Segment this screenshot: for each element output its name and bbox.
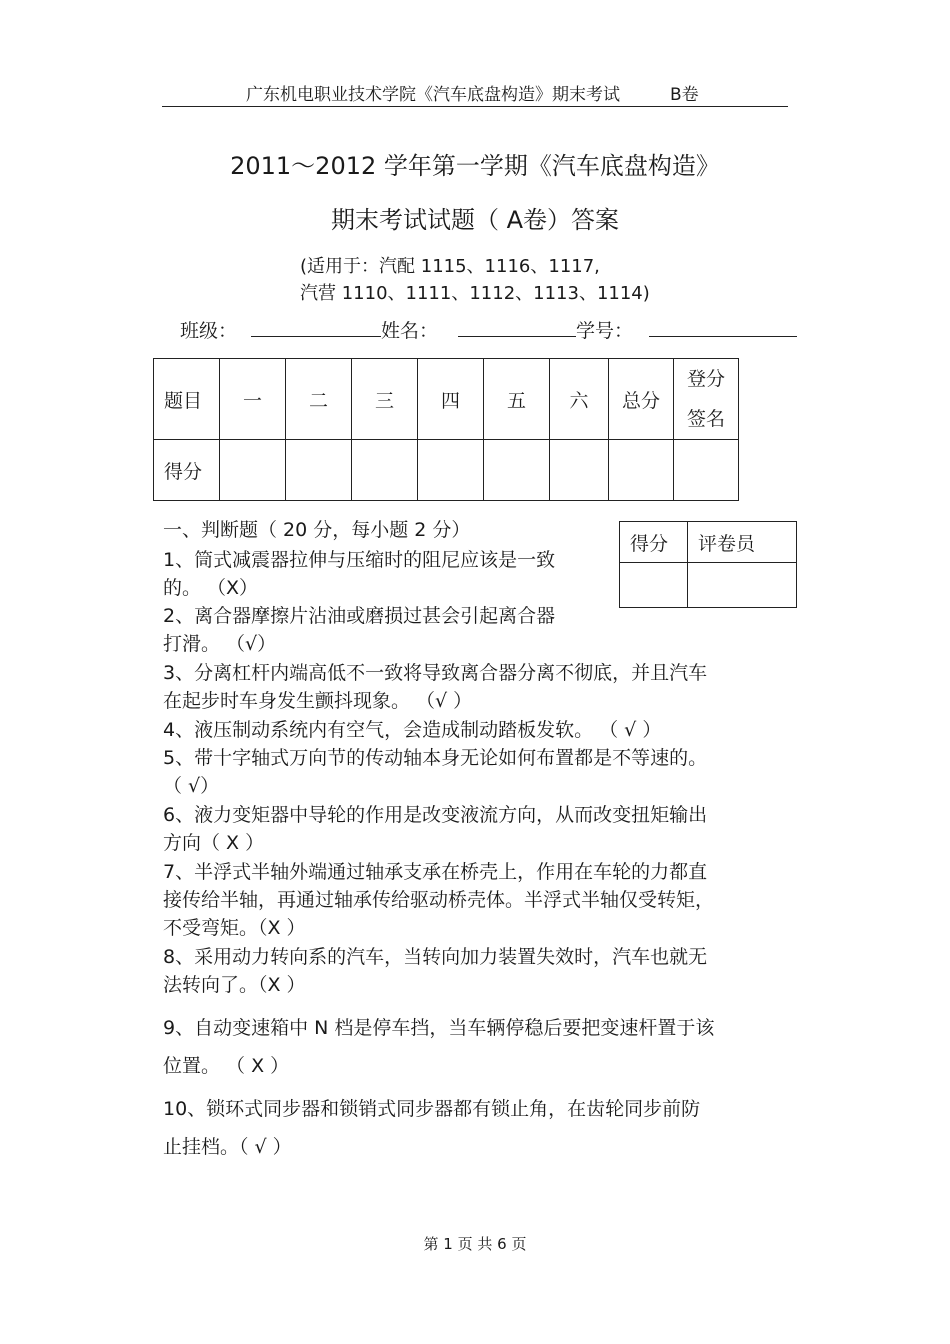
score-header-5: 五	[484, 359, 550, 440]
question-10	[163, 1090, 700, 1166]
scope-line-1: (适用于：汽配 1115、1116、1117,	[300, 256, 600, 277]
score-cell[interactable]	[352, 440, 418, 501]
question-5	[163, 744, 707, 800]
student-id-label: 学号：	[576, 320, 634, 342]
student-id-blank[interactable]	[649, 318, 797, 337]
score-cell[interactable]	[286, 440, 352, 501]
signature-header-line-1: 登分	[686, 368, 725, 390]
score-header-3: 三	[352, 359, 418, 440]
class-blank[interactable]	[251, 318, 381, 337]
score-header-signature	[674, 359, 739, 440]
question-line: 位置。 （ X ）	[163, 1055, 290, 1077]
question-line: 接传给半轴，再通过轴承传给驱动桥壳体。半浮式半轴仅受转矩，	[163, 889, 715, 911]
header-title: 广东机电职业技术学院《汽车底盘构造》期末考试	[246, 85, 620, 105]
question-line: 打滑。 （√）	[163, 633, 277, 655]
question-line: 7、半浮式半轴外端通过轴承支承在桥壳上，作用在车轮的力都直	[163, 861, 708, 883]
page-subtitle: 期末考试试题（ A卷）答案	[330, 206, 620, 234]
question-7	[163, 858, 714, 942]
score-header-6: 六	[550, 359, 609, 440]
score-header-2: 二	[286, 359, 352, 440]
section-title: 一、判断题（ 20 分，每小题 2 分）	[163, 519, 471, 541]
score-cell[interactable]	[484, 440, 550, 501]
question-line: 9、自动变速箱中 N 档是停车挡，当车辆停稳后要把变速杆置于该	[163, 1017, 715, 1039]
name-label: 姓名：	[381, 320, 439, 342]
question-4	[163, 716, 661, 744]
question-line: 在起步时车身发生颤抖现象。 （√ ）	[163, 690, 473, 712]
score-header-4: 四	[418, 359, 484, 440]
header-version: B卷	[670, 85, 699, 105]
score-header-topic: 题目	[154, 359, 220, 440]
question-line: 6、液力变矩器中导轮的作用是改变液流方向，从而改变扭矩输出	[163, 804, 708, 826]
question-line: 方向（ X ）	[163, 832, 265, 854]
signature-header-line-2: 签名	[686, 408, 725, 430]
score-cell[interactable]	[609, 440, 674, 501]
question-8	[163, 943, 707, 999]
score-header-1: 一	[220, 359, 286, 440]
question-line: 法转向了。（X ）	[163, 974, 306, 996]
score-table	[153, 358, 739, 501]
question-line: 10、锁环式同步器和锁销式同步器都有锁止角，在齿轮同步前防	[163, 1098, 701, 1120]
question-line: 3、分离杠杆内端高低不一致将导致离合器分离不彻底，并且汽车	[163, 662, 708, 684]
grader-score-label: 得分	[620, 522, 688, 563]
question-line: 止挂档。（ √ ）	[163, 1136, 292, 1158]
question-line: 2、离合器摩擦片沾油或磨损过甚会引起离合器	[163, 605, 556, 627]
grader-table	[619, 521, 797, 608]
question-line: 不受弯矩。（X ）	[163, 917, 306, 939]
question-9	[163, 1009, 714, 1085]
name-blank[interactable]	[458, 318, 576, 337]
student-info-row	[180, 316, 797, 343]
question-line: （ √）	[163, 775, 220, 797]
score-cell[interactable]	[418, 440, 484, 501]
score-cell[interactable]	[220, 440, 286, 501]
question-6	[163, 801, 707, 857]
question-1	[163, 546, 555, 602]
question-line: 4、液压制动系统内有空气，会造成制动踏板发软。 （ √ ）	[163, 719, 662, 741]
question-line: 8、采用动力转向系的汽车，当转向加力装置失效时，汽车也就无	[163, 946, 708, 968]
score-cell[interactable]	[674, 440, 739, 501]
question-line: 5、带十字轴式万向节的传动轴本身无论如何布置都是不等速的。	[163, 747, 708, 769]
score-cell[interactable]	[550, 440, 609, 501]
question-3	[163, 659, 707, 715]
page-title: 2011～2012 学年第一学期《汽车底盘构造》	[230, 152, 720, 180]
score-header-total: 总分	[609, 359, 674, 440]
grader-name-label: 评卷员	[688, 522, 797, 563]
class-label: 班级：	[180, 320, 238, 342]
score-row-label: 得分	[154, 440, 220, 501]
header-divider	[162, 106, 788, 107]
grader-score-cell[interactable]	[620, 563, 688, 608]
scope-line-2: 汽营 1110、1111、1112、1113、1114)	[300, 283, 650, 304]
question-2	[163, 602, 555, 658]
grader-name-cell[interactable]	[688, 563, 797, 608]
page-number: 第 1 页 共 6 页	[423, 1235, 527, 1253]
question-line: 1、筒式减震器拉伸与压缩时的阻尼应该是一致	[163, 549, 556, 571]
question-line: 的。 （X）	[163, 577, 259, 599]
